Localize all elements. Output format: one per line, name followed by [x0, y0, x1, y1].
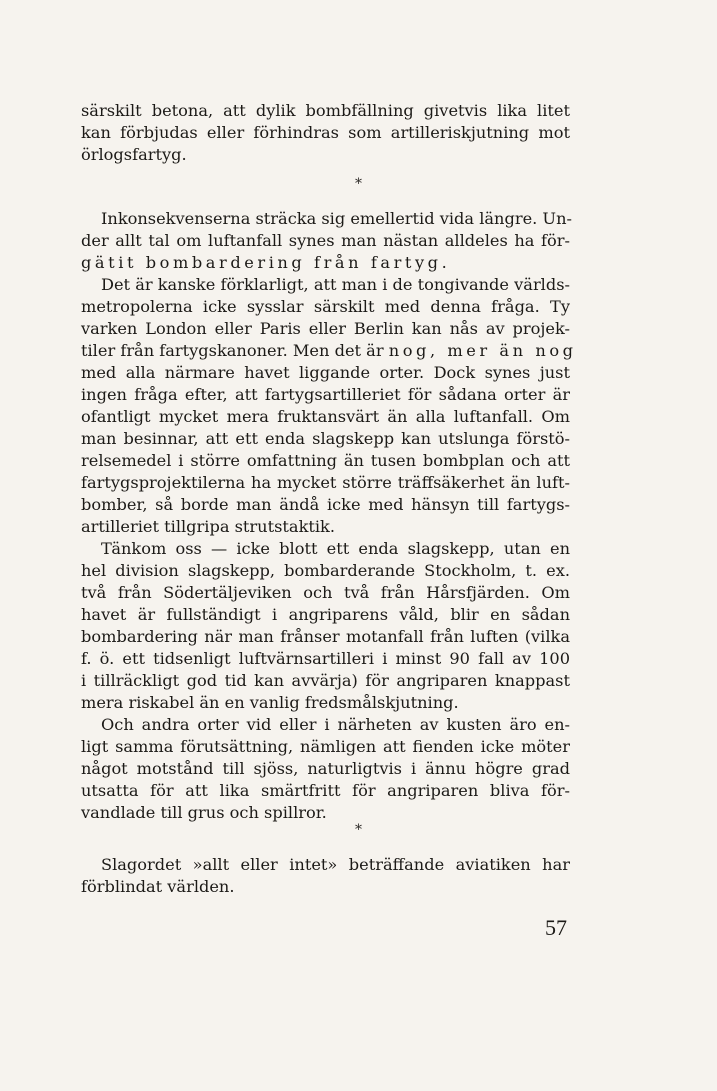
text-line: f. ö. ett tidsenligt luftvärnsartilleri i minst 90 fall av 100: [81, 649, 570, 668]
paragraph-3: [81, 274, 577, 538]
text-line: i tillräckligt god tid kan avvärja) för angriparen knappast: [81, 671, 570, 690]
text-line: Inkonsekvenserna sträcka sig emellertid vida längre. Un-: [101, 209, 572, 228]
text-line: ligt samma förutsättning, nämligen att fienden icke möter: [81, 737, 570, 756]
paragraph-4: [81, 538, 570, 714]
text-line: bombardering när man frånser motanfall från luften (vilka: [81, 627, 570, 646]
text-line: metropolerna icke sysslar särskilt med denna fråga. Ty: [81, 297, 570, 316]
text-line: örlogsfartyg.: [81, 145, 187, 164]
text-line: vandlade till grus och spillror.: [81, 803, 327, 822]
paragraph-5: [81, 714, 570, 824]
text-line: relsemedel i större omfattning än tusen bombplan och att: [81, 451, 570, 470]
text-line: två från Södertäljeviken och två från Hårsfjärden. Om: [81, 583, 570, 602]
section-separator: *: [355, 822, 362, 838]
text-line: Det är kanske förklarligt, att man i de tongivande världs-: [101, 275, 570, 294]
text-line: utsatta för att lika smärtfritt för angriparen bliva för-: [81, 781, 570, 800]
text-line: fartygsprojektilerna ha mycket större träffsäkerhet än luft-: [81, 473, 570, 492]
text-line: ingen fråga efter, att fartygsartilleriet för sådana orter är: [81, 385, 570, 404]
text-line: der allt tal om luftanfall synes man nästan alldeles ha för-: [81, 231, 570, 250]
text-line: [81, 340, 577, 362]
text-line: artilleriet tillgripa strutstaktik.: [81, 517, 336, 536]
text-line: med alla närmare havet liggande orter. Dock synes just: [81, 363, 570, 382]
paragraph-1: [81, 100, 570, 166]
text-line: varken London eller Paris eller Berlin kan nås av projek-: [81, 319, 570, 338]
text-line: Slagordet »allt eller intet» beträffande aviatiken har: [101, 855, 570, 874]
text-line: hel division slagskepp, bombarderande Stockholm, t. ex.: [81, 561, 570, 580]
text-line: man besinnar, att ett enda slagskepp kan utslunga förstö-: [81, 429, 570, 448]
text-line: havet är fullständigt i angriparens våld, blir en sådan: [81, 605, 570, 624]
text-line: Och andra orter vid eller i närheten av kusten äro en-: [101, 715, 570, 734]
text-line: mera riskabel än en vanlig fredsmålskjutning.: [81, 693, 459, 712]
paragraph-2: [81, 208, 570, 274]
text-line: särskilt betona, att dylik bombfällning givetvis lika litet: [81, 101, 570, 120]
text-line: kan förbjudas eller förhindras som artilleriskjutning mot: [81, 123, 570, 142]
text-line-emphasized: gätit bombardering från fartyg.: [81, 253, 451, 272]
paragraph-6: [81, 854, 570, 898]
section-separator: *: [355, 176, 362, 192]
text-line-prefix: tiler från fartygskanoner. Men det är: [81, 341, 389, 360]
text-line: förblindat världen.: [81, 877, 235, 896]
text-line: bomber, så borde man ändå icke med hänsyn till fartygs-: [81, 495, 570, 514]
text-emphasis-spaced: nog, mer än nog: [388, 341, 577, 360]
page-number: 57: [545, 915, 567, 940]
text-line: Tänkom oss — icke blott ett enda slagskepp, utan en: [101, 539, 570, 558]
text-line: något motstånd till sjöss, naturligtvis i ännu högre grad: [81, 759, 570, 778]
text-line: ofantligt mycket mera fruktansvärt än alla luftanfall. Om: [81, 407, 570, 426]
